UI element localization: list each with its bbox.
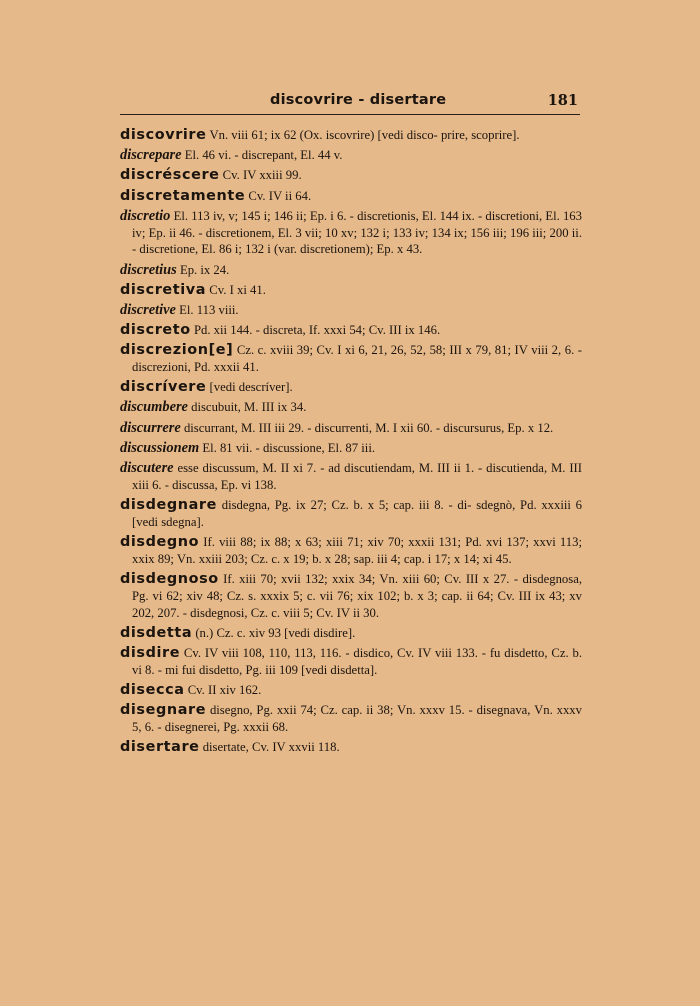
entry-text: Cv. IV xxiii 99. <box>222 168 302 183</box>
dictionary-entry <box>120 302 582 319</box>
entry-headword: disdegnoso <box>120 570 219 587</box>
dictionary-entries <box>120 127 582 759</box>
entry-text: Cz. c. xviii 39; Cv. I xi 6, 21, 26, 52, 58; III x 79, 81; IV viii 2, 6. - discrezioni, Pd. xxxii 41. <box>132 343 582 375</box>
dictionary-entry <box>120 625 582 642</box>
entry-text: disdegna, Pg. ix 27; Cz. b. x 5; cap. iii 8. - di- sdegnò, Pd. xxxiii 6 [vedi sdegna]. <box>132 498 583 529</box>
entry-text: esse discussum, M. II xi 7. - ad discutiendam, M. III ii 1. - discutienda, M. III xiii 6. - discussa, Ep. vi 138. <box>132 461 583 492</box>
dictionary-entry <box>120 440 582 457</box>
dictionary-entry <box>120 322 582 339</box>
page-number: 181 <box>547 92 578 109</box>
entry-headword: discrepare <box>120 147 182 164</box>
dictionary-entry <box>120 399 582 416</box>
entry-text: Ep. ix 24. <box>179 262 230 277</box>
entry-headword: discovrire <box>120 127 207 143</box>
entry-headword: disegnare <box>120 702 207 719</box>
dictionary-entry <box>120 342 582 376</box>
dictionary-entry <box>120 167 582 184</box>
dictionary-entry <box>120 147 582 164</box>
entry-text: (n.) Cz. c. xiv 93 [vedi disdire]. <box>195 625 356 640</box>
entry-headword: discretius <box>120 261 177 278</box>
entry-headword: discutere <box>120 460 174 477</box>
entry-text: El. 113 iv, v; 145 i; 146 ii; Ep. i 6. - discretionis, El. 144 ix. - discretioni, El. 163 iv; Ep. ii 46. - discretionem, El. 3 vii; 10 xv; 132 i; 133 iv; 134 ix; 156 iii; 196 iii; 200 ii. - discretione, El. 86 i; 132 i (var. discretionem); Ep. x 43. <box>132 208 582 257</box>
header-rule <box>120 114 580 115</box>
dictionary-entry <box>120 497 582 531</box>
entry-headword: discretive <box>120 301 176 318</box>
entry-text: El. 113 viii. <box>179 302 239 317</box>
page-header <box>120 92 580 114</box>
dictionary-entry <box>120 645 582 679</box>
entry-text: If. xiii 70; xvii 132; xxix 34; Vn. xiii 60; Cv. III x 27. - disdegnosa, Pg. vi 62; xiv 48; Cz. s. xxxix 5; c. vii 76; xix 102; b. x 3; cap. ii 64; Cv. III ix 43; xv 202, 207. - disdegnosi, Cz. c. viii 5; Cv. IV ii 30. <box>132 571 583 620</box>
entry-text: El. 81 vii. - discussione, El. 87 iii. <box>202 440 376 455</box>
entry-headword: discumbere <box>120 399 188 416</box>
entry-headword: discretiva <box>120 281 207 298</box>
dictionary-entry <box>120 282 582 299</box>
entry-headword: disecca <box>120 681 185 698</box>
entry-headword: discrívere <box>120 379 207 396</box>
entry-headword: discrezion[e] <box>120 342 234 359</box>
dictionary-entry <box>120 208 582 258</box>
entry-text: disegno, Pg. xxii 74; Cz. cap. ii 38; Vn. xxxv 15. - disegnava, Vn. xxxv 5, 6. - disegnerei, Pg. xxxii 68. <box>132 703 582 734</box>
entry-headword: discreto <box>120 322 191 339</box>
dictionary-entry <box>120 571 582 621</box>
entry-text: El. 46 vi. - discrepant, El. 44 v. <box>184 148 343 163</box>
entry-headword: discréscere <box>120 167 220 184</box>
dictionary-entry <box>120 127 582 144</box>
entry-headword: discretamente <box>120 187 246 204</box>
entry-headword: discretio <box>120 207 171 224</box>
entry-headword: disdegnare <box>120 497 217 513</box>
entry-headword: discussionem <box>120 439 200 456</box>
running-head: discovrire - disertare <box>270 92 447 108</box>
entry-text: Pd. xii 144. - discreta, If. xxxi 54; Cv. III ix 146. <box>193 323 441 338</box>
dictionary-entry <box>120 188 582 205</box>
entry-text: Cv. IV viii 108, 110, 113, 116. - disdico, Cv. IV viii 133. - fu disdetto, Cz. b. vi 8. - mi fui disdetto, Pg. iii 109 [vedi disdetta]. <box>132 645 583 677</box>
dictionary-entry <box>120 702 582 736</box>
entry-text: Vn. viii 61; ix 62 (Ox. iscovrire) [vedi disco- prire, scoprire]. <box>209 128 520 142</box>
entry-headword: discurrere <box>120 419 181 436</box>
entry-headword: disdegno <box>120 533 200 550</box>
entry-headword: disertare <box>120 739 200 756</box>
entry-text: Cv. II xiv 162. <box>187 682 262 697</box>
dictionary-entry <box>120 262 582 279</box>
entry-headword: disdetta <box>120 624 193 641</box>
entry-text: disertate, Cv. IV xxvii 118. <box>202 740 340 755</box>
dictionary-entry <box>120 460 582 494</box>
dictionary-entry <box>120 682 582 699</box>
dictionary-entry <box>120 739 582 756</box>
entry-headword: disdire <box>120 644 181 661</box>
dictionary-entry <box>120 534 582 568</box>
entry-text: Cv. I xi 41. <box>209 282 266 297</box>
entry-text: Cv. IV ii 64. <box>248 188 312 203</box>
entry-text: [vedi descríver]. <box>209 380 293 395</box>
dictionary-entry <box>120 420 582 437</box>
dictionary-entry <box>120 379 582 396</box>
entry-text: discubuit, M. III ix 34. <box>191 400 307 415</box>
entry-text: discurrant, M. III iii 29. - discurrenti, M. I xii 60. - discursurus, Ep. x 12. <box>183 420 554 435</box>
entry-text: If. viii 88; ix 88; x 63; xiii 71; xiv 70; xxxii 131; Pd. xvi 137; xxvi 113; xxix 89; Vn. xxiii 203; Cz. c. x 19; b. x 28; sap. iii 4; cap. i 17; x 14; xi 45. <box>132 534 582 566</box>
